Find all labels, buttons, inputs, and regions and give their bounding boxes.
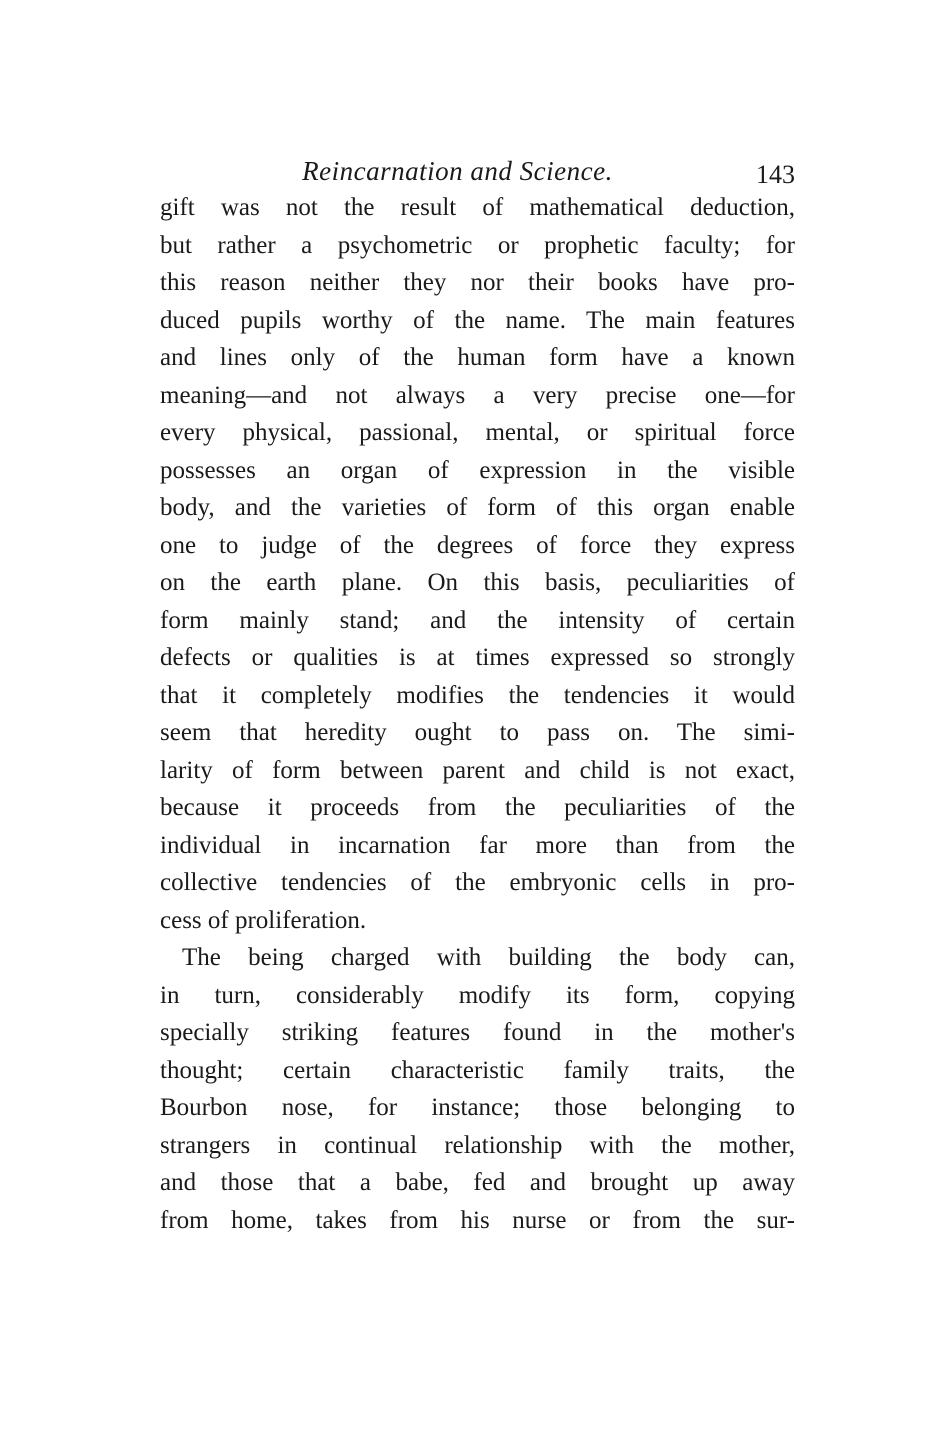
text-line: duced pupils worthy of the name. The main features	[160, 306, 795, 334]
text-line: form mainly stand; and the intensity of certain	[160, 606, 795, 634]
text-line: one to judge of the degrees of force they express	[160, 531, 795, 559]
text-line: larity of form between parent and child is not exact,	[160, 756, 795, 784]
text-line: The being charged with building the body can,	[182, 944, 795, 971]
text-line: specially striking features found in the mother's	[160, 1019, 795, 1046]
text-line: every physical, passional, mental, or spiritual force	[160, 419, 795, 446]
text-line: collective tendencies of the embryonic cells in pro-	[160, 869, 795, 896]
text-line: body, and the varieties of form of this organ enable	[160, 494, 795, 521]
page-number: 143	[756, 160, 795, 189]
text-line: that it completely modifies the tendencies it would	[160, 681, 795, 709]
text-line: meaning—and not always a very precise one—for	[160, 381, 795, 409]
paragraph	[160, 189, 795, 939]
text-line: cess of proliferation.	[160, 906, 367, 934]
text-line: strangers in continual relationship with the mother,	[160, 1131, 795, 1159]
paragraph	[160, 939, 795, 1239]
text-line: and lines only of the human form have a known	[160, 344, 795, 371]
text-line: possesses an organ of expression in the visible	[160, 456, 795, 484]
running-title: Reincarnation and Science.	[302, 156, 613, 186]
page-header	[160, 150, 795, 194]
text-line: on the earth plane. On this basis, peculiarities of	[160, 569, 795, 596]
text-line: in turn, considerably modify its form, copying	[160, 981, 795, 1009]
body-text	[160, 189, 795, 1239]
text-line: and those that a babe, fed and brought up away	[160, 1169, 795, 1196]
text-line: Bourbon nose, for instance; those belonging to	[160, 1094, 795, 1121]
text-line: but rather a psychometric or prophetic faculty; for	[160, 231, 795, 259]
text-line: individual in incarnation far more than from the	[160, 831, 795, 859]
text-line: gift was not the result of mathematical deduction,	[160, 194, 795, 221]
text-line: thought; certain characteristic family traits, the	[160, 1056, 795, 1084]
text-line: defects or qualities is at times expressed so strongly	[160, 644, 795, 671]
text-line: from home, takes from his nurse or from the sur-	[160, 1206, 795, 1234]
text-line: because it proceeds from the peculiarities of the	[160, 794, 795, 821]
text-line: this reason neither they nor their books have pro-	[160, 269, 795, 296]
text-line: seem that heredity ought to pass on. The simi-	[160, 719, 795, 746]
